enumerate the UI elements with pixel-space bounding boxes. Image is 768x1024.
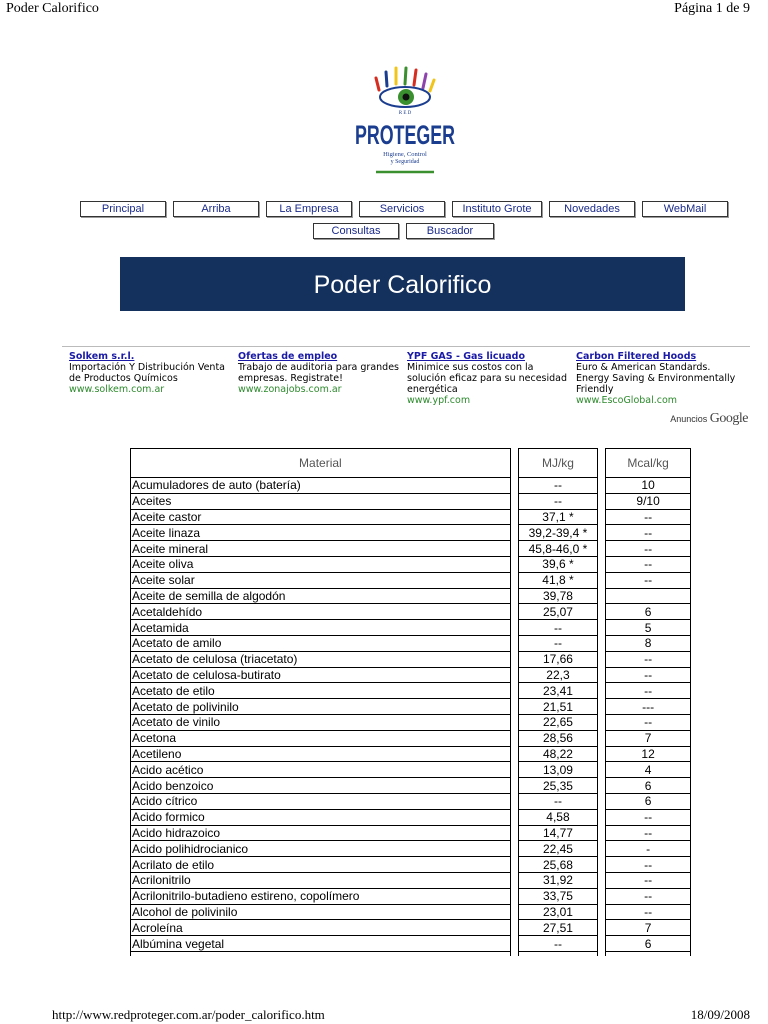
material-cell: Albúmina vegetal — [131, 936, 511, 952]
page-header-title: Poder Calorifico — [6, 1, 99, 16]
anuncios-text: Anuncios — [670, 414, 708, 424]
mcal-kg-cell: -- — [606, 572, 691, 588]
mj-kg-cell: 13,09 — [519, 762, 597, 778]
table-row — [131, 762, 691, 778]
ad-item[interactable] — [69, 351, 234, 395]
material-cell: Aceite mineral — [131, 541, 511, 557]
mcal-kg-cell: -- — [606, 651, 691, 667]
table-row — [131, 620, 691, 636]
material-cell: Acetato de celulosa (triacetato) — [131, 651, 511, 667]
ad-title[interactable]: Ofertas de empleo — [238, 351, 338, 362]
table-row — [131, 714, 691, 730]
table-row — [131, 825, 691, 841]
logo-brand: PROTEGER — [355, 120, 455, 150]
mj-kg-cell: 28,56 — [519, 730, 597, 746]
material-cell: Acido hidrazoico — [131, 825, 511, 841]
material-cell: Acroleína — [131, 920, 511, 936]
header-material: Material — [131, 449, 511, 478]
page-header — [0, 0, 768, 20]
material-cell: Aceites — [131, 493, 511, 509]
mcal-kg-cell: -- — [606, 888, 691, 904]
mcal-kg-cell: -- — [606, 825, 691, 841]
material-cell: Acetato de etilo — [131, 683, 511, 699]
ad-description: Minimice sus costos con la solución eficaz para su necesidad energética — [407, 362, 568, 395]
mj-kg-cell: 39,6 * — [519, 556, 597, 572]
nav-novedades-button[interactable]: Novedades — [549, 201, 635, 217]
mcal-kg-cell: -- — [606, 541, 691, 557]
mj-kg-cell: 25,68 — [519, 857, 597, 873]
mj-kg-cell: 27,51 — [519, 920, 597, 936]
material-cell: Acumuladores de auto (batería) — [131, 478, 511, 494]
table-row — [131, 478, 691, 494]
material-cell: Acetona — [131, 730, 511, 746]
mj-kg-cell: -- — [519, 793, 597, 809]
ad-description: Importación Y Distribución Venta de Productos Químicos — [69, 362, 226, 384]
nav-buscador-button[interactable]: Buscador — [406, 223, 494, 239]
mj-kg-cell: -- — [519, 635, 597, 651]
material-cell: Aceite solar — [131, 572, 511, 588]
header-mj-kg: MJ/kg — [519, 449, 597, 478]
mj-kg-cell: 39,2-39,4 * — [519, 525, 597, 541]
mj-kg-cell: 22,3 — [519, 667, 597, 683]
mcal-kg-cell: -- — [606, 714, 691, 730]
ad-item[interactable] — [576, 351, 741, 406]
mj-kg-cell: -- — [519, 620, 597, 636]
mj-kg-cell: 14,77 — [519, 825, 597, 841]
google-ads-block — [62, 346, 750, 406]
logo-prefix: R E D — [398, 111, 412, 116]
nav-la-empresa-button[interactable]: La Empresa — [266, 201, 352, 217]
table-row — [131, 651, 691, 667]
material-cell: Acido cítrico — [131, 793, 511, 809]
material-cell: Alcohol de polivinilo — [131, 904, 511, 920]
table-row — [131, 667, 691, 683]
table-row — [131, 604, 691, 620]
material-cell: Acetato de polivinilo — [131, 699, 511, 715]
mcal-kg-cell: 7 — [606, 920, 691, 936]
ad-url[interactable]: www.zonajobs.com.ar — [238, 384, 342, 395]
material-cell: Acetato de amilo — [131, 635, 511, 651]
nav-principal-button[interactable]: Principal — [80, 201, 166, 217]
table-row — [131, 841, 691, 857]
table-row — [131, 541, 691, 557]
proteger-logo[interactable] — [346, 64, 464, 180]
material-cell: Acrilato de etilo — [131, 857, 511, 873]
mcal-kg-cell: 6 — [606, 936, 691, 952]
mcal-kg-cell: --- — [606, 699, 691, 715]
material-cell: Acrilonitrilo — [131, 872, 511, 888]
table-row — [131, 857, 691, 873]
header-mcal-kg: Mcal/kg — [606, 449, 691, 478]
material-cell: Acetileno — [131, 746, 511, 762]
table-row — [131, 920, 691, 936]
material-cell: Acido acético — [131, 762, 511, 778]
mj-kg-cell: 39,78 — [519, 588, 597, 604]
mj-kg-cell: 45,8-46,0 * — [519, 541, 597, 557]
calorific-value-table — [130, 448, 691, 956]
mcal-kg-cell — [606, 588, 691, 604]
mcal-kg-cell: 12 — [606, 746, 691, 762]
mj-kg-cell: 25,35 — [519, 778, 597, 794]
mcal-kg-cell: -- — [606, 857, 691, 873]
logo-tagline-1: Higiene, Control — [383, 151, 427, 158]
table-row — [131, 509, 691, 525]
material-cell: Acetamida — [131, 620, 511, 636]
table-row — [131, 793, 691, 809]
mj-kg-cell: -- — [519, 478, 597, 494]
ad-url[interactable]: www.EscoGlobal.com — [576, 395, 678, 406]
mcal-kg-cell: 10 — [606, 478, 691, 494]
ad-title[interactable]: Carbon Filtered Hoods — [576, 351, 697, 362]
logo-tagline-2: y Seguridad — [390, 159, 420, 165]
material-cell: Acido polihidrocianico — [131, 841, 511, 857]
table-row — [131, 746, 691, 762]
page-number: Página 1 de 9 — [674, 1, 750, 16]
material-cell: Acetaldehído — [131, 604, 511, 620]
mcal-kg-cell: 6 — [606, 604, 691, 620]
mcal-kg-cell: -- — [606, 509, 691, 525]
mj-kg-cell: 48,22 — [519, 746, 597, 762]
material-cell: Acido benzoico — [131, 778, 511, 794]
table-row — [131, 778, 691, 794]
mj-kg-cell: 23,01 — [519, 904, 597, 920]
mcal-kg-cell: -- — [606, 904, 691, 920]
nav-instituto-grote-button[interactable]: Instituto Grote — [452, 201, 542, 217]
mj-kg-cell: 33,75 — [519, 888, 597, 904]
material-cell: Acetato de celulosa-butirato — [131, 667, 511, 683]
mcal-kg-cell: -- — [606, 809, 691, 825]
table-row — [131, 525, 691, 541]
mj-kg-cell: 25,07 — [519, 604, 597, 620]
material-cell: Aceite de semilla de algodón — [131, 588, 511, 604]
mj-kg-cell: 17,66 — [519, 651, 597, 667]
ad-title[interactable]: YPF GAS - Gas licuado — [407, 351, 526, 362]
ad-url[interactable]: www.ypf.com — [407, 395, 471, 406]
ad-item[interactable] — [407, 351, 572, 406]
ad-item[interactable] — [238, 351, 403, 395]
mj-kg-cell: 37,1 * — [519, 509, 597, 525]
mcal-kg-cell: 7 — [606, 730, 691, 746]
mcal-kg-cell: 6 — [606, 778, 691, 794]
mj-kg-cell: 22,45 — [519, 841, 597, 857]
ads-by-google-label[interactable] — [670, 411, 748, 427]
mj-kg-cell: -- — [519, 936, 597, 952]
material-cell: Acrilonitrilo-butadieno estireno, copolímero — [131, 888, 511, 904]
table-row — [131, 588, 691, 604]
mcal-kg-cell: 4 — [606, 762, 691, 778]
table-row — [131, 936, 691, 952]
nav-consultas-button[interactable]: Consultas — [313, 223, 399, 239]
mcal-kg-cell: 5 — [606, 620, 691, 636]
mcal-kg-cell: -- — [606, 872, 691, 888]
nav-arriba-button[interactable]: Arriba — [173, 201, 259, 217]
mj-kg-cell: 21,51 — [519, 699, 597, 715]
mcal-kg-cell: - — [606, 841, 691, 857]
mcal-kg-cell: -- — [606, 556, 691, 572]
mcal-kg-cell: 8 — [606, 635, 691, 651]
table-row — [131, 888, 691, 904]
table-header-row — [131, 449, 691, 478]
material-cell: Acido formico — [131, 809, 511, 825]
mcal-kg-cell: 9/10 — [606, 493, 691, 509]
table-row — [131, 809, 691, 825]
table-row — [131, 904, 691, 920]
material-cell: Acetato de vinilo — [131, 714, 511, 730]
table-row — [131, 730, 691, 746]
mj-kg-cell: 31,92 — [519, 872, 597, 888]
table-row — [131, 572, 691, 588]
nav-servicios-button[interactable]: Servicios — [359, 201, 445, 217]
mj-kg-cell: 22,65 — [519, 714, 597, 730]
google-logo: Google — [709, 411, 748, 426]
mcal-kg-cell: -- — [606, 525, 691, 541]
table-row — [131, 635, 691, 651]
mj-kg-cell: 4,58 — [519, 809, 597, 825]
footer-url[interactable]: http://www.redproteger.com.ar/poder_calorifico.htm — [52, 1007, 325, 1022]
material-cell: Aceite linaza — [131, 525, 511, 541]
mj-kg-cell: -- — [519, 493, 597, 509]
mj-kg-cell: 23,41 — [519, 683, 597, 699]
table-row — [131, 683, 691, 699]
ad-description: Euro & American Standards. Energy Saving & Environmentally Friendly — [576, 362, 736, 395]
mcal-kg-cell: -- — [606, 683, 691, 699]
mcal-kg-cell: -- — [606, 667, 691, 683]
material-cell: Aceite oliva — [131, 556, 511, 572]
footer-date: 18/09/2008 — [690, 1007, 750, 1022]
table-row — [131, 493, 691, 509]
mcal-kg-cell: 6 — [606, 793, 691, 809]
page-title-banner: Poder Calorifico — [120, 257, 685, 311]
ad-url[interactable]: www.solkem.com.ar — [69, 384, 165, 395]
table-row — [131, 556, 691, 572]
mj-kg-cell: 41,8 * — [519, 572, 597, 588]
material-cell: Aceite castor — [131, 509, 511, 525]
nav-webmail-button[interactable]: WebMail — [642, 201, 728, 217]
ad-description: Trabajo de auditoria para grandes empresas. Registrate! — [238, 362, 399, 384]
table-row — [131, 699, 691, 715]
table-row — [131, 872, 691, 888]
ad-title[interactable]: Solkem s.r.l. — [69, 351, 135, 362]
